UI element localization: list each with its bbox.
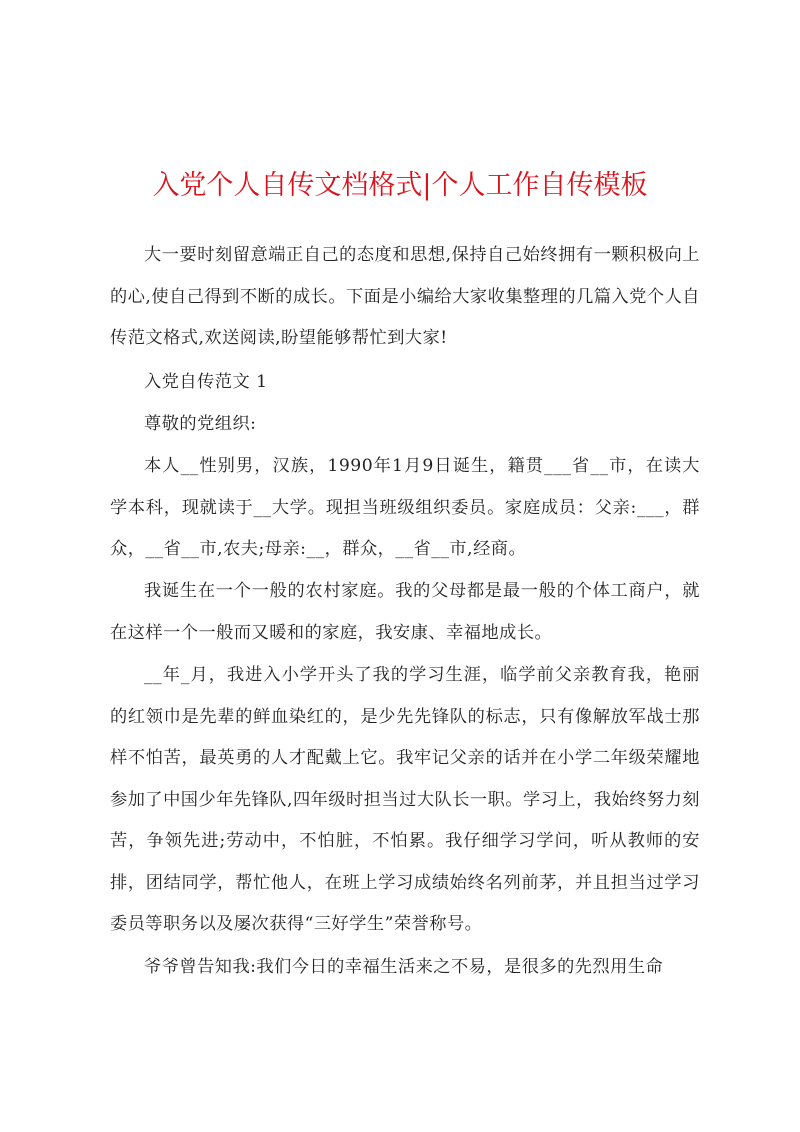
intro-paragraph: 大一要时刻留意端正自己的态度和思想,保持自己始终拥有一颗积极向上的心,使自己得到不断的成长。下面是小编给大家收集整理的几篇入党个人自传范文格式,欢送阅读,盼望能够帮忙到大家! <box>110 245 700 348</box>
salutation: 尊敬的党组织: <box>144 414 257 434</box>
document-title: 入党个人自传文档格式|个人工作自传模板 <box>152 170 648 201</box>
grandfather-paragraph: 爷爷曾告知我:我们今日的幸福生活来之不易，是很多的先烈用生命 <box>144 957 664 977</box>
school-paragraph: __年_月，我进入小学开头了我的学习生涯，临学前父亲教育我，艳丽的红领巾是先辈的鲜血染红的，是少先先锋队的标志，只有像解放军战士那样不怕苦，最英勇的人才配戴上它。我牢记父亲的话并在小学二年级荣耀地参加了中国少年先锋队,四年级时担当过大队长一职。学习上，我始终努力刻苦，争领先进;劳动中，不怕脏，不怕累。我仔细学习学问，听从教师的安排，团结同学，帮忙他人，在班上学习成绩始终名列前茅，并且担当过学习委员等职务以及屡次获得“三好学生”荣誉称号。 <box>110 665 700 934</box>
section-heading: 入党自传范文 1 <box>144 372 268 392</box>
family-paragraph: 我诞生在一个一般的农村家庭。我的父母都是最一般的个体工商户，就在这样一个一般而又暖和的家庭，我安康、幸福地成长。 <box>110 581 700 643</box>
personal-info-paragraph: 本人__性别男，汉族，1990年1月9日诞生，籍贯___省__市，在读大学本科，现就读于__大学。现担当班级组织委员。家庭成员：父亲:___，群众，__省__市,农夫;母亲:__，群众，__省__市,经商。 <box>110 456 700 559</box>
